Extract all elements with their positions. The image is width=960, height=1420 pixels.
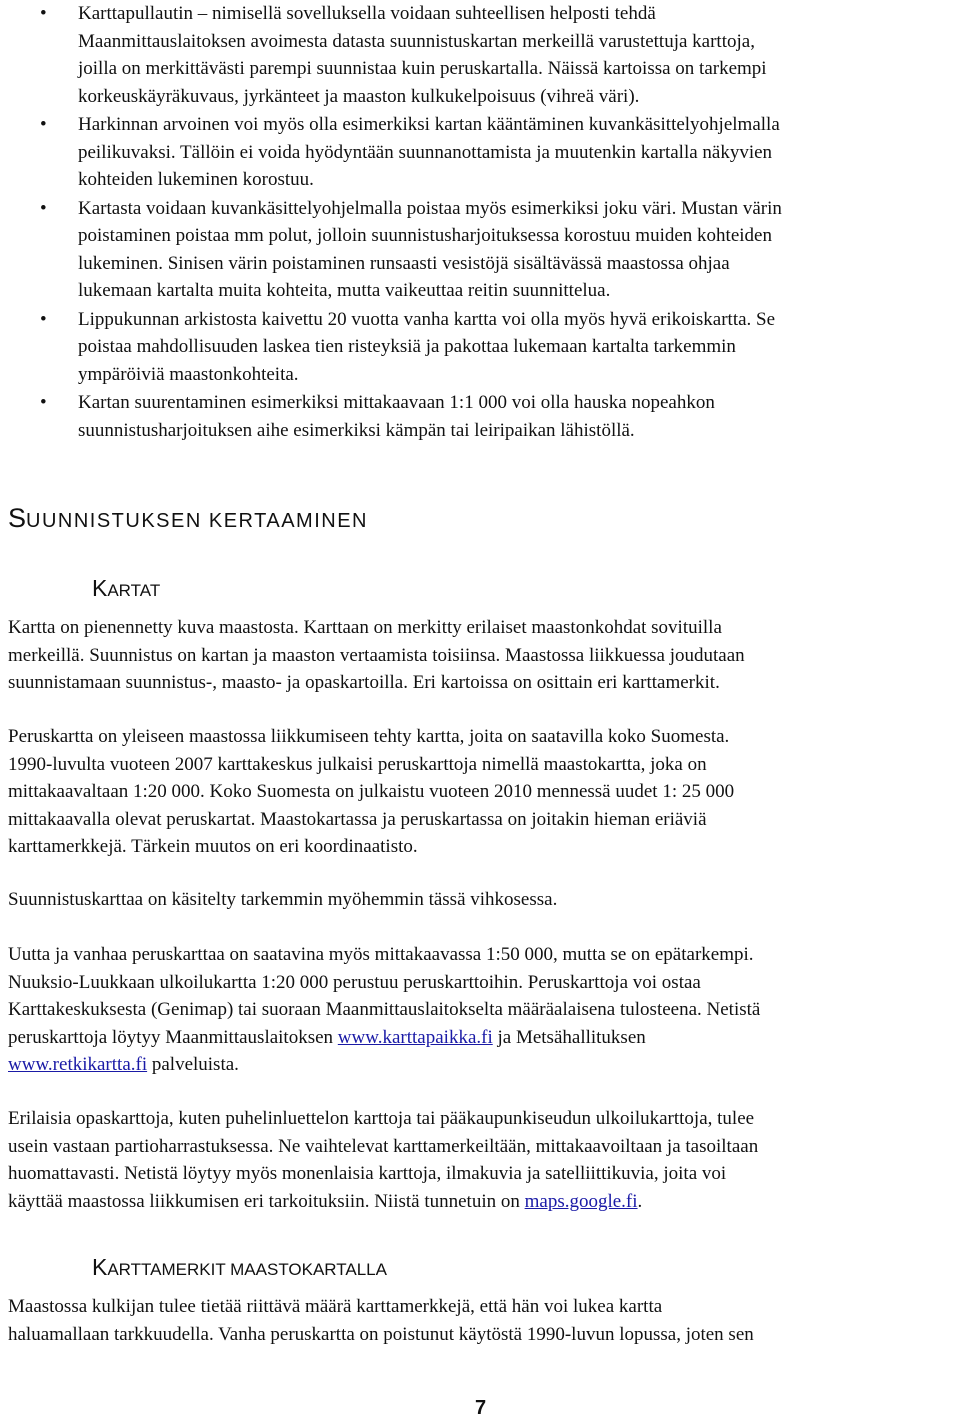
- list-item-line: Harkinnan arvoinen voi myös olla esimerkiksi kartan kääntäminen kuvankäsittelyohjelmalla: [78, 114, 780, 135]
- list-item-line: korkeuskäyräkuvaus, jyrkänteet ja maaston kulkukelpoisuus (vihreä väri).: [78, 85, 640, 107]
- list-item-line: lukemaan kartalta muita kohteita, mutta vaikeuttaa reitin suunnittelua.: [78, 280, 611, 301]
- subheading-initial: K: [92, 575, 108, 601]
- google-maps-link[interactable]: maps.google.fi: [524, 1190, 638, 1212]
- paragraph-line: usein vastaan partioharrastuksessa. Ne vaihtelevat karttamerkeiltään, mittakaavoiltaan ja tasoiltaan: [8, 1135, 759, 1157]
- bullet-icon: •: [40, 3, 47, 24]
- paragraph-line: Maastossa kulkijan tulee tietää riittävä määrä karttamerkkejä, että hän voi lukea kartta: [8, 1296, 663, 1317]
- section-heading: [8, 503, 368, 536]
- bullet-icon: •: [40, 392, 47, 413]
- paragraph: [8, 723, 954, 861]
- paragraph: [8, 614, 954, 697]
- bullet-icon: •: [40, 308, 47, 330]
- paragraph-line: mittakaavalla olevat peruskartat. Maastokartassa ja peruskartassa on joitakin hieman eriäviä: [8, 808, 707, 830]
- paragraph-line: Erilaisia opaskarttoja, kuten puhelinluettelon karttoja tai pääkaupunkiseudun ulkoilukarttoja, tulee: [8, 1108, 755, 1129]
- list-item-line: lukeminen. Sinisen värin poistaminen runsaasti vesistöjä sisältävässä maastossa ohjaa: [78, 252, 730, 274]
- paragraph-line: käyttää maastossa liikkumisen eri tarkoituksiin. Niistä tunnetuin on: [8, 1190, 525, 1212]
- paragraph-line: .: [637, 1190, 643, 1212]
- paragraph: [8, 886, 954, 914]
- paragraph-line: 1990-luvulta vuoteen 2007 karttakeskus julkaisi peruskarttoja nimellä maastokartta, joka on: [8, 753, 707, 775]
- list-item-line: Kartan suurentaminen esimerkiksi mittakaavaan 1:1 000 voi olla hauska nopeahkon: [78, 392, 715, 413]
- paragraph-line: Nuuksio-Luukkaan ulkoilukartta 1:20 000 perustuu peruskarttoihin. Peruskarttoja voi ostaa: [8, 971, 701, 993]
- list-item-line: poistaminen poistaa mm polut, jolloin suunnistusharjoituksessa korostuu muiden kohteiden: [78, 225, 772, 246]
- paragraph-line: ja Metsähallituksen: [492, 1026, 646, 1048]
- paragraph: [8, 941, 954, 1079]
- paragraph-line: huomattavasti. Netistä löytyy myös monenlaisia karttoja, ilmakuvia ja satelliittikuvia, joita voi: [8, 1163, 727, 1184]
- section-heading-initial: S: [8, 503, 27, 533]
- paragraph-line: karttamerkkejä. Tärkein muutos on eri koordinaatisto.: [8, 836, 418, 857]
- list-item: [8, 389, 954, 444]
- list-item-line: joilla on merkittävästi parempi suunnistaa kuin peruskartalla. Näissä kartoissa on tarkempi: [78, 58, 767, 79]
- paragraph-line: peruskarttoja löytyy Maanmittauslaitoksen: [8, 1026, 338, 1048]
- paragraph-line: suunnistamaan suunnistus-, maasto- ja opaskartoilla. Eri kartoissa on osittain eri karttamerkit.: [8, 672, 720, 693]
- list-item-line: suunnistusharjoituksen aihe esimerkiksi kämpän tai leiripaikan lähistöllä.: [78, 419, 635, 441]
- bullet-icon: •: [40, 114, 47, 135]
- list-item: [8, 111, 954, 194]
- subheading-karttamerkit: [92, 1253, 387, 1284]
- list-item-line: peilikuvaksi. Tällöin ei voida hyödyntään suunnanottamista ja muutenkin kartalla näkyvien: [78, 141, 773, 163]
- list-item-line: Kartasta voidaan kuvankäsittelyohjelmalla poistaa myös esimerkiksi joku väri. Mustan värin: [78, 197, 782, 219]
- paragraph-line: Karttakeskuksesta (Genimap) tai suoraan Maanmittauslaitokselta määräalaisena tulosteena. Netistä: [8, 999, 761, 1020]
- list-item-line: ympäröiviä maastonkohteita.: [78, 363, 299, 385]
- subheading-rest: ARTAT: [107, 581, 161, 600]
- list-item-line: Lippukunnan arkistosta kaivettu 20 vuotta vanha kartta voi olla myös hyvä erikoiskartta. Se: [78, 308, 776, 330]
- paragraph-line: merkeillä. Suunnistus on kartan ja maaston vertaamista toisiinsa. Maastossa liikkuessa joudutaan: [8, 644, 745, 666]
- subheading-kartat: [92, 574, 160, 605]
- list-item: [8, 306, 954, 389]
- page-number: 7: [475, 1397, 487, 1419]
- paragraph-line: palveluista.: [147, 1054, 239, 1075]
- list-item-line: kohteiden lukeminen korostuu.: [78, 169, 314, 190]
- list-item-line: Maanmittauslaitoksen avoimesta datasta suunnistuskartan merkeillä varustettuja karttoja,: [78, 30, 755, 52]
- section-heading-rest: UUNNISTUKSEN KERTAAMINEN: [26, 510, 368, 532]
- paragraph-line: Peruskartta on yleiseen maastossa liikkumiseen tehty kartta, joita on saatavilla koko Suomesta.: [8, 726, 730, 747]
- paragraph-line: Uutta ja vanhaa peruskarttaa on saatavina myös mittakaavassa 1:50 000, mutta se on epätarkempi.: [8, 944, 754, 965]
- paragraph: [8, 1105, 954, 1215]
- retkikartta-link[interactable]: www.retkikartta.fi: [8, 1054, 148, 1075]
- subheading-initial: K: [92, 1254, 108, 1280]
- list-item: [8, 0, 954, 110]
- karttapaikka-link[interactable]: www.karttapaikka.fi: [337, 1026, 493, 1048]
- list-item: [8, 195, 954, 305]
- subheading-rest: ARTTAMERKIT MAASTOKARTALLA: [107, 1260, 387, 1279]
- paragraph-line: mittakaavaltaan 1:20 000. Koko Suomesta on julkaistu vuoteen 2010 mennessä uudet 1: 25 000: [8, 781, 735, 802]
- paragraph: [8, 1293, 954, 1348]
- paragraph-line: Kartta on pienennetty kuva maastosta. Karttaan on merkitty erilaiset maastonkohdat sovituilla: [8, 617, 722, 638]
- paragraph-line: Suunnistuskarttaa on käsitelty tarkemmin myöhemmin tässä vihkosessa.: [8, 889, 558, 910]
- bullet-icon: •: [40, 197, 47, 219]
- list-item-line: poistaa mahdollisuuden laskea tien risteyksiä ja pakottaa lukemaan kartalta tarkemmin: [78, 336, 736, 357]
- paragraph-line: haluamallaan tarkkuudella. Vanha peruskartta on poistunut käytöstä 1990-luvun lopussa, joten sen: [8, 1323, 754, 1345]
- tips-bullet-list: [8, 0, 954, 444]
- list-item-line: Karttapullautin – nimisellä sovelluksella voidaan suhteellisen helposti tehdä: [78, 3, 656, 24]
